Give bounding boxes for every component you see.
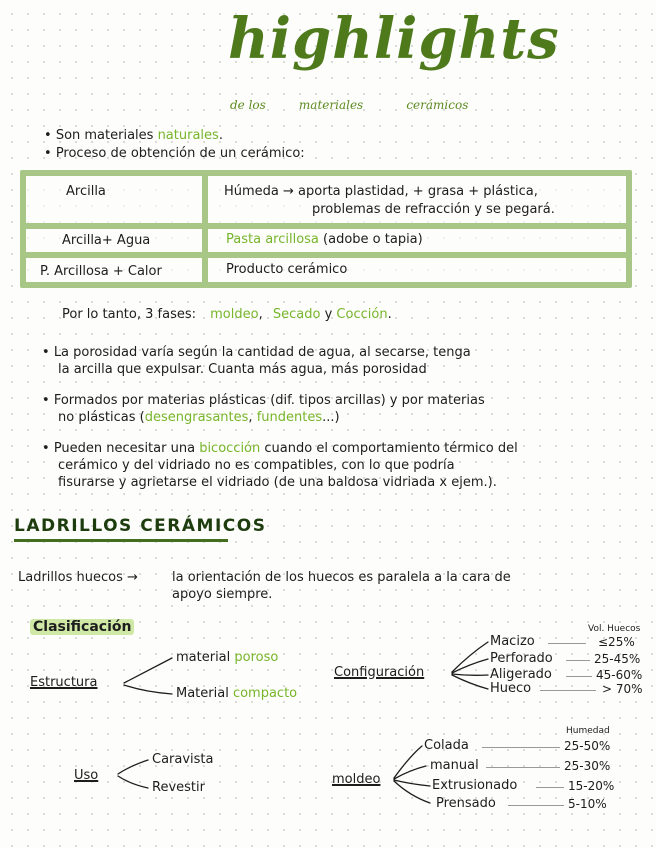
option-text: material (176, 650, 231, 665)
bullet-bicoccion-cont: fisurarse y agrietarse el vidriado (de una baldosa vidriada x ejem.). (58, 475, 497, 490)
uso-item: Revestir (152, 780, 205, 795)
table-cell: problemas de refracción y se pegará. (312, 202, 555, 217)
phases-punct: , (258, 307, 263, 322)
branch-line (452, 642, 488, 672)
phase-highlight: Cocción (336, 307, 388, 322)
phase-highlight: Secado (272, 307, 321, 322)
bullet-dot-icon: • (42, 345, 50, 360)
humedad-header: Humedad (566, 726, 610, 736)
table-cell: Arcilla+ Agua (62, 233, 151, 248)
subtitle-word: cerámicos (406, 98, 469, 112)
intro-text: Proceso de obtención de un cerámico: (55, 146, 305, 161)
bullet-dot-icon: • (44, 146, 52, 161)
phases-text: Por lo tanto, 3 fases: (62, 307, 196, 322)
bullet-punct: , (248, 410, 253, 425)
config-item-name: Hueco (490, 681, 532, 696)
bullet-text: Formados por materias plásticas (dif. tipos arcillas) y por materias (53, 393, 485, 408)
huecos-text: la orientación de los huecos es paralela a la cara de (172, 570, 511, 585)
table-highlight: Pasta arcillosa (226, 232, 319, 247)
moldeo-item-name: manual (430, 758, 479, 773)
table-text: (adobe o tapia) (323, 232, 423, 247)
moldeo-label: moldeo (332, 772, 381, 787)
dash-line (566, 676, 592, 677)
config-item-value: 45-60% (596, 668, 643, 682)
bullet-bicoccion-cont: cerámico y del vidriado no es compatibles, con lo que podría (58, 458, 455, 473)
intro-punct: . (218, 128, 223, 143)
dash-line (482, 747, 560, 748)
moldeo-item-value: 25-30% (564, 759, 611, 773)
moldeo-item-value: 5-10% (568, 797, 607, 811)
config-item-name: Macizo (490, 634, 535, 649)
uso-label: Uso (74, 768, 99, 783)
bullet-porosidad-cont: la arcilla que expulsar. Cuanta más agua, más porosidad (58, 362, 427, 377)
branch-line (452, 675, 488, 689)
bullet-text: no plásticas ( (58, 410, 145, 425)
intro-text: Son materiales (55, 128, 154, 143)
phases-punct: . (387, 307, 392, 322)
bullet-highlight: bicocción (199, 441, 261, 456)
config-item-name: Perforado (490, 651, 553, 666)
uso-item: Caravista (152, 752, 214, 767)
vol-huecos-header: Vol. Huecos (588, 624, 641, 634)
phase-highlight: moldeo (210, 307, 259, 322)
moldeo-item-value: 15-20% (568, 779, 615, 793)
option-text: Material (176, 686, 229, 701)
estructura-option (176, 650, 278, 665)
dash-line (536, 787, 564, 788)
branch-line (118, 776, 148, 788)
bullet-highlight: fundentes (256, 410, 323, 425)
config-item-name: Aligerado (490, 667, 552, 682)
subtitle-word: de los (230, 98, 266, 112)
config-item-value: 25-45% (594, 652, 641, 666)
option-highlight: compacto (232, 686, 298, 701)
table-cell: Arcilla (66, 184, 106, 199)
table-cell: Producto cerámico (226, 262, 348, 277)
moldeo-item-value: 25-50% (564, 739, 611, 753)
section-heading: LADRILLOS CERÁMICOS (14, 516, 267, 536)
bullet-dot-icon: • (42, 441, 50, 456)
intro-highlight: naturales (157, 128, 219, 143)
huecos-label: Ladrillos huecos → (18, 570, 138, 585)
dash-line (548, 643, 586, 644)
config-item-value: ≤25% (598, 635, 635, 649)
huecos-text: apoyo siempre. (172, 587, 273, 602)
moldeo-item-name: Prensado (436, 796, 496, 811)
configuracion-label: Configuración (334, 665, 425, 680)
bullet-text: Pueden necesitar una (53, 441, 196, 456)
branch-line (118, 760, 148, 774)
dash-line (508, 805, 564, 806)
dash-line (486, 767, 560, 768)
bullet-text: La porosidad varía según la cantidad de agua, al secarse, tenga (53, 345, 471, 360)
moldeo-item-name: Extrusionado (432, 778, 518, 793)
clasificacion-label: Clasificación (30, 619, 134, 635)
branch-line (124, 685, 172, 694)
moldeo-item-name: Colada (424, 738, 469, 753)
bullet-dot-icon: • (42, 393, 50, 408)
option-highlight: poroso (234, 650, 279, 665)
estructura-label: Estructura (30, 675, 98, 690)
bullet-text: cuando el comportamiento térmico del (264, 441, 518, 456)
branch-line (452, 674, 488, 675)
table-cell: Húmeda → aporta plastidad, + grasa + plástica, (224, 184, 538, 199)
bullet-text: ...) (322, 410, 340, 425)
dash-line (540, 690, 596, 691)
estructura-option (176, 686, 297, 701)
bullet-highlight: desengrasantes (144, 410, 249, 425)
branch-line (124, 658, 172, 683)
branch-line (394, 746, 422, 778)
table-cell: P. Arcillosa + Calor (40, 264, 162, 279)
subtitle-word: materiales (298, 98, 364, 112)
phases-text: y (324, 307, 333, 322)
dash-line (566, 660, 590, 661)
config-item-value: > 70% (602, 682, 643, 696)
bullet-dot-icon: • (44, 128, 52, 143)
page-title: highlights (228, 6, 560, 72)
